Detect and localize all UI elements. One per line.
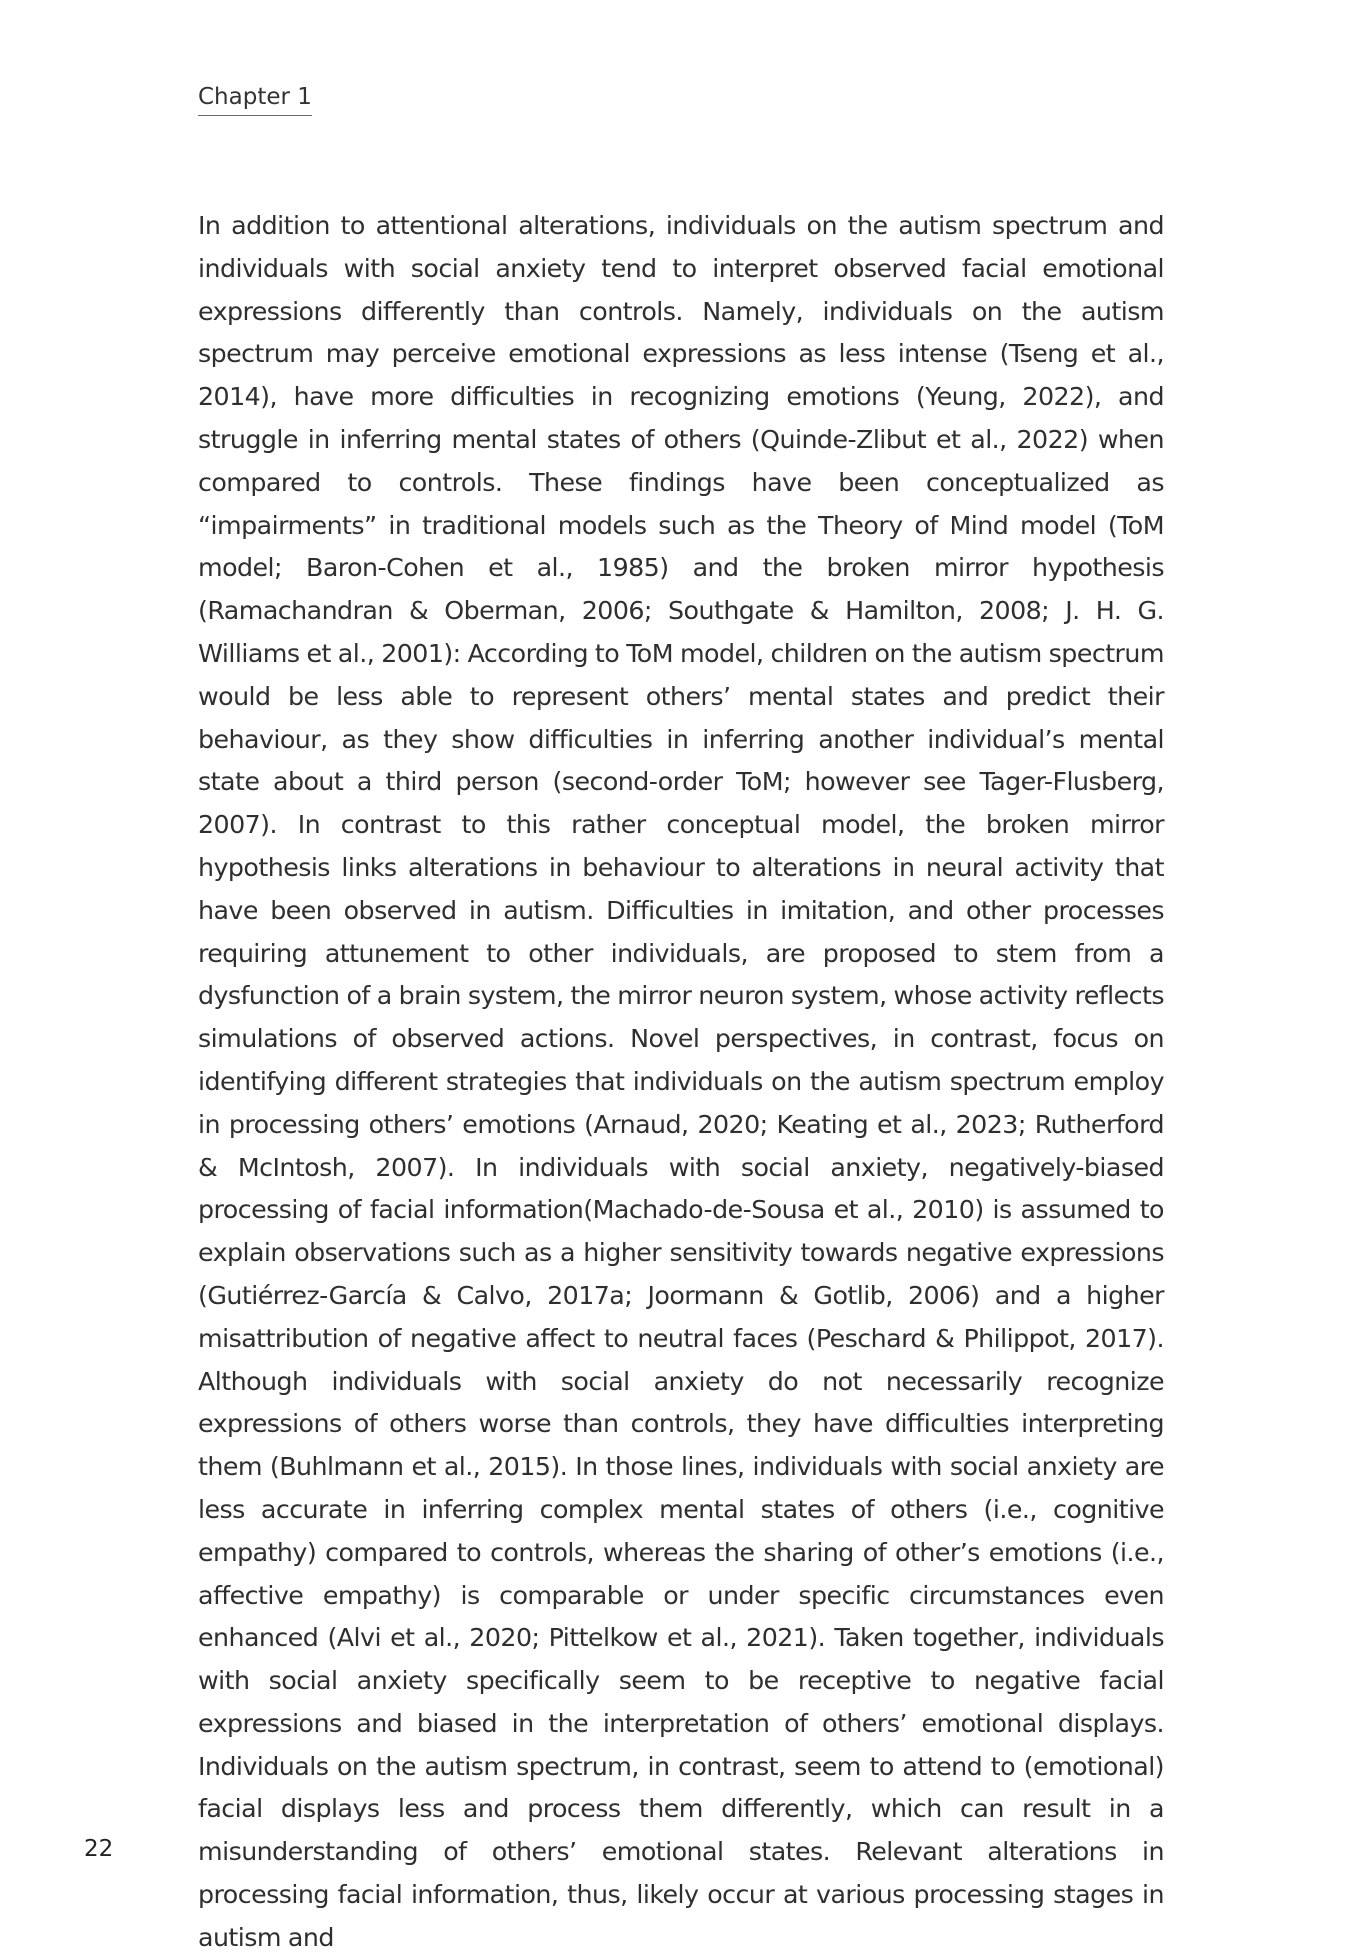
chapter-header: Chapter 1 — [198, 82, 312, 116]
body-paragraph: In addition to attentional alterations, individuals on the autism spectrum and individuals with social anxiety tend to interpret observed facial emotional expressions differently than controls. Namely, individuals on the autism spectrum may perceive emotional expressions as less intense (Tseng et al., 2014), have more difficulties in recognizing emotions (Yeung, 2022), and struggle in inferring mental states of others (Quinde-Zlibut et al., 2022) when compared to controls. These findings have been conceptualized as “impairments” in traditional models such as the Theory of Mind model (ToM model; Baron-Cohen et al., 1985) and the broken mirror hypothesis (Ramachandran & Oberman, 2006; Southgate & Hamilton, 2008; J. H. G. Williams et al., 2001): According to ToM model, children on the autism spectrum would be less able to represent others’ mental states and predict their behaviour, as they show difficulties in inferring another individual’s mental state about a third person (second-order ToM; however see Tager-Flusberg, 2007). In contrast to this rather conceptual model, the broken mirror hypothesis links alterations in behaviour to alterations in neural activity that have been observed in autism. Difficulties in imitation, and other processes requiring attunement to other individuals, are proposed to stem from a dysfunction of a brain system, the mirror neuron system, whose activity reflects simulations of observed actions. Novel perspectives, in contrast, focus on identifying different strategies that individuals on the autism spectrum employ in processing others’ emotions (Arnaud, 2020; Keating et al., 2023; Rutherford & McIntosh, 2007). In individuals with social anxiety, negatively-biased processing of facial information(Machado-de-Sousa et al., 2010) is assumed to explain observations such as a higher sensitivity towards negative expressions (Gutiérrez-García & Calvo, 2017a; Joormann & Gotlib, 2006) and a higher misattribution of negative affect to neutral faces (Peschard & Philippot, 2017). Although individuals with social anxiety do not necessarily recognize expressions of others worse than controls, they have difficulties interpreting them (Buhlmann et al., 2015). In those lines, individuals with social anxiety are less accurate in inferring complex mental states of others (i.e., cognitive empathy) compared to controls, whereas the sharing of other’s emotions (i.e., affective empathy) is comparable or under specific circumstances even enhanced (Alvi et al., 2020; Pittelkow et al., 2021). Taken together, individuals with social anxiety specifically seem to be receptive to negative facial expressions and biased in the interpretation of others’ emotional displays. Individuals on the autism spectrum, in contrast, seem to attend to (emotional) facial displays less and process them differently, which can result in a misunderstanding of others’ emotional states. Relevant alterations in processing facial information, thus, likely occur at various processing stages in autism and — [198, 211, 1164, 1952]
page-number: 22 — [84, 1836, 114, 1862]
